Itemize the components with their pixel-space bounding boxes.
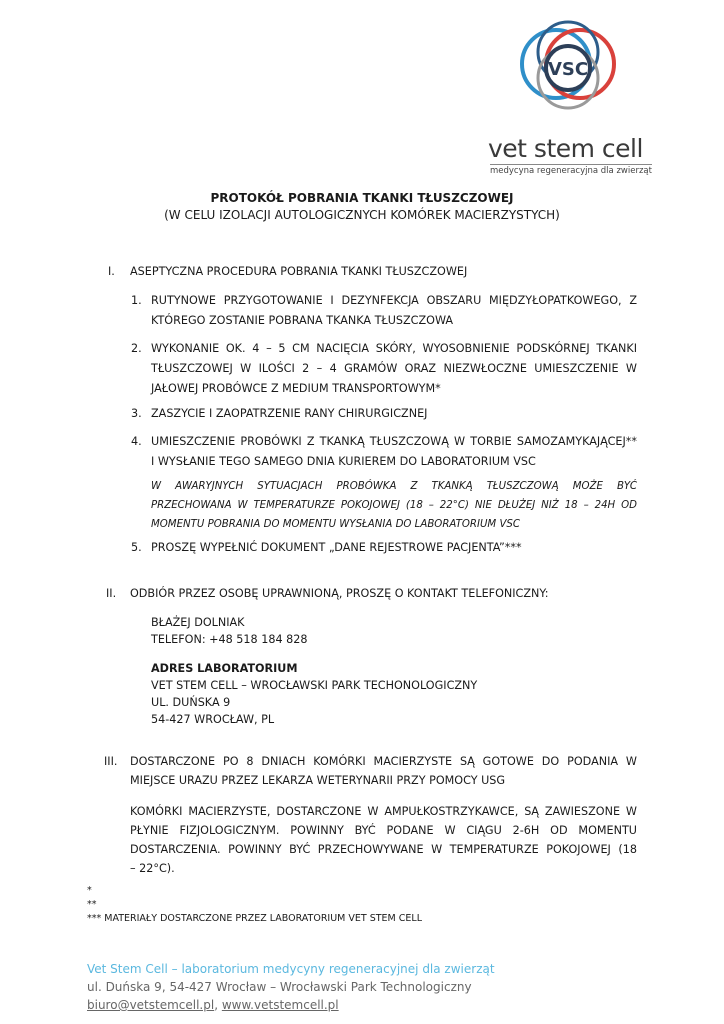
list-item-line: KTÓREGO ZOSTANIE POBRANA TKANKA TŁUSZCZOWA xyxy=(151,314,454,327)
footnote: * xyxy=(87,885,92,896)
list-item-line: JAŁOWEJ PROBÓWCE Z MEDIUM TRANSPORTOWYM* xyxy=(151,382,441,395)
address-heading: ADRES LABORATORIUM xyxy=(151,662,298,675)
section-number: II. xyxy=(106,587,117,600)
section-number: I. xyxy=(108,265,115,278)
paragraph-line: PŁYNIE FIZJOLOGICZNYM. POWINNY BYĆ PODANE W CIĄGU 2-6H OD MOMENTU xyxy=(130,824,637,837)
list-item-number: 5. xyxy=(131,541,142,554)
footer-address: ul. Duńska 9, 54-427 Wrocław – Wrocławski Park Technologiczny xyxy=(87,980,472,994)
logo-name: vet stem cell xyxy=(488,134,643,163)
list-item-line: I WYSŁANIE TEGO SAMEGO DNIA KURIEREM DO LABORATORIUM VSC xyxy=(151,455,536,468)
logo-tagline: medycyna regeneracyjna dla zwierząt xyxy=(490,166,652,176)
section-heading: ASEPTYCZNA PROCEDURA POBRANIA TKANKI TŁUSZCZOWEJ xyxy=(130,265,468,278)
section-line: MIEJSCE URAZU PRZEZ LEKARZA WETERYNARII PRZY POMOCY USG xyxy=(130,774,506,787)
list-item-line: RUTYNOWE PRZYGOTOWANIE I DEZYNFEKCJA OBSZARU MIĘDZYŁOPATKOWEGO, Z xyxy=(151,294,637,307)
contact-name: BŁAŻEJ DOLNIAK xyxy=(151,616,245,629)
paragraph-line: KOMÓRKI MACIERZYSTE, DOSTARCZONE W AMPUŁKOSTRZYKAWCE, SĄ ZAWIESZONE W xyxy=(130,805,637,818)
footnote: ** xyxy=(87,899,97,910)
list-item-number: 4. xyxy=(131,435,142,448)
footer-separator: , xyxy=(214,998,222,1012)
note-line: PRZECHOWANA W TEMPERATURZE POKOJOWEJ (18 – 22°C) NIE DŁUŻEJ NIŻ 18 – 24H OD xyxy=(151,500,637,511)
list-item-line: WYKONANIE OK. 4 – 5 CM NACIĘCIA SKÓRY, WYOSOBNIENIE PODSKÓRNEJ TKANKI xyxy=(151,342,637,355)
list-item-number: 3. xyxy=(131,407,142,420)
contact-phone: TELEFON: +48 518 184 828 xyxy=(151,633,308,646)
list-item-line: TŁUSZCZOWEJ W ILOŚCI 2 – 4 GRAMÓW ORAZ NIEZWŁOCZNE UMIESZCZENIE W xyxy=(151,362,637,375)
note-line: W AWARYJNYCH SYTUACJACH PROBÓWKA Z TKANKĄ TŁUSZCZOWĄ MOŻE BYĆ xyxy=(151,481,637,492)
footer-tagline: Vet Stem Cell – laboratorium medycyny regeneracyjnej dla zwierząt xyxy=(87,962,495,976)
vsc-rings-icon xyxy=(508,18,628,130)
paragraph-line: DOSTARCZENIA. POWINNY BYĆ PRZECHOWYWANE W TEMPERATURZE POKOJOWEJ (18 xyxy=(130,843,637,856)
document-title: PROTOKÓŁ POBRANIA TKANKI TŁUSZCZOWEJ xyxy=(210,191,514,205)
footnote: *** MATERIAŁY DOSTARCZONE PRZEZ LABORATORIUM VET STEM CELL xyxy=(87,913,422,924)
logo xyxy=(488,18,652,176)
footer-contacts xyxy=(87,998,339,1012)
section-line: DOSTARCZONE PO 8 DNIACH KOMÓRKI MACIERZYSTE SĄ GOTOWE DO PODANIA W xyxy=(130,755,637,768)
address-line: 54-427 WROCŁAW, PL xyxy=(151,713,275,726)
address-line: UL. DUŃSKA 9 xyxy=(151,696,231,709)
list-item-number: 2. xyxy=(131,342,142,355)
document-subtitle: (W CELU IZOLACJI AUTOLOGICZNYCH KOMÓREK MACIERZYSTYCH) xyxy=(164,208,560,222)
list-item-number: 1. xyxy=(131,294,142,307)
paragraph-line: – 22°C). xyxy=(130,862,175,875)
list-item-line: UMIESZCZENIE PROBÓWKI Z TKANKĄ TŁUSZCZOWĄ W TORBIE SAMOZAMYKAJĄCEJ** xyxy=(151,435,637,448)
logo-mark: VSC xyxy=(547,59,589,80)
section-heading: ODBIÓR PRZEZ OSOBĘ UPRAWNIONĄ, PROSZĘ O KONTAKT TELEFONICZNY: xyxy=(130,587,549,600)
website-link[interactable]: www.vetstemcell.pl xyxy=(221,998,339,1012)
address-line: VET STEM CELL – WROCŁAWSKI PARK TECHONOLOGICZNY xyxy=(151,679,478,692)
list-item-line: ZASZYCIE I ZAOPATRZENIE RANY CHIRURGICZNEJ xyxy=(151,407,428,420)
section-number: III. xyxy=(104,755,118,768)
email-link[interactable]: biuro@vetstemcell.pl xyxy=(87,998,215,1012)
list-item-line: PROSZĘ WYPEŁNIĆ DOKUMENT „DANE REJESTROWE PACJENTA”*** xyxy=(151,541,522,554)
note-line: MOMENTU POBRANIA DO MOMENTU WYSŁANIA DO LABORATORIUM VSC xyxy=(151,519,520,530)
